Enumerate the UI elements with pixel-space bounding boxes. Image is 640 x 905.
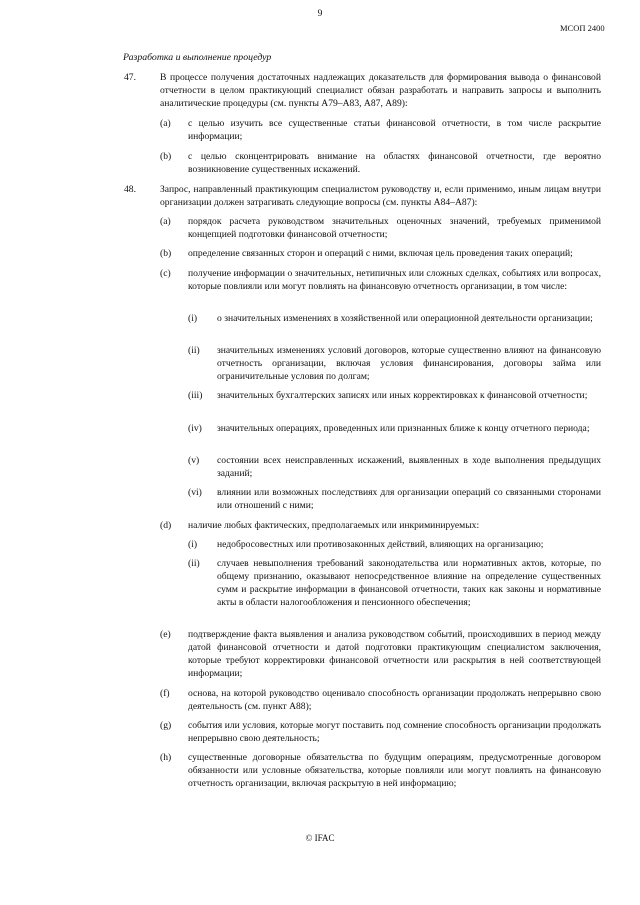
item-47a-text: с целью изучить все существенные статьи финансовой отчетности, в том числе раскрытие информации; <box>188 118 601 142</box>
item-48c-iii-label: (iii) <box>188 390 203 401</box>
item-48g-text: события или условия, которые могут поставить под сомнение способность организации продолжать непрерывно свою деятельность; <box>188 720 601 744</box>
item-47a-label: (a) <box>160 118 171 129</box>
item-48c-label: (c) <box>160 268 171 279</box>
item-48c-v-text: состоянии всех неисправленных искажений, выявленных в ходе выполнения предыдущих заданий; <box>217 455 601 479</box>
item-48c-iv-text: значительных операциях, проведенных или признанных ближе к концу отчетного периода; <box>217 423 590 434</box>
item-48d-label: (d) <box>160 520 172 531</box>
item-47b-text: с целью сконцентрировать внимание на областях финансовой отчетности, где вероятно возникновение существенных искажений. <box>188 151 601 175</box>
section-heading: Разработка и выполнение процедур <box>123 52 272 63</box>
item-48d-i-text: недобросовестных или противозаконных действий, влияющих на организацию; <box>217 539 544 550</box>
item-48c-i-text: о значительных изменениях в хозяйственной или операционной деятельности организации; <box>217 313 593 324</box>
item-48h-text: существенные договорные обязательства по будущим операциям, предусмотренные договором обязанности или условные обязательства, которые повлияли или могут повлиять на финансовую отчетность организации, включая раскрытую в ней информацию; <box>188 752 601 789</box>
item-48e-label: (e) <box>160 629 171 640</box>
paragraph-number-48: 48. <box>124 184 136 195</box>
paragraph-47-text: В процессе получения достаточных надлежащих доказательств для формирования вывода о финансовой отчетности в целом практикующий специалист обязан разработать и направить запросы и выполнить аналитические процедуры (см. пункты А79–А83, А87, А89): <box>160 72 601 109</box>
item-48b-text: определение связанных сторон и операций с ними, включая цель проведения таких операций; <box>188 248 573 259</box>
item-48h-label: (h) <box>160 752 172 763</box>
item-47b-label: (b) <box>160 151 172 162</box>
item-48c-iv-label: (iv) <box>188 423 202 434</box>
item-48c-vi-label: (vi) <box>188 487 202 498</box>
item-48c-ii-text: значительных изменениях условий договоров, которые существенно влияют на финансовую отчетность организации, включая условия финансирования, договоры займа или ограничительные условия по долгам; <box>217 345 601 382</box>
item-48g-label: (g) <box>160 720 172 731</box>
item-48c-text: получение информации о значительных, нетипичных или сложных сделках, событиях или вопросах, которые повлияли или могут повлиять на финансовую отчетность организации, в том числе: <box>188 268 601 292</box>
item-48c-ii-label: (ii) <box>188 345 200 356</box>
item-48a-text: порядок расчета руководством значительных оценочных значений, требуемых применимой концепцией подготовки финансовой отчетности; <box>188 216 601 240</box>
item-48d-ii-text: случаев невыполнения требований законодательства или нормативных актов, которые, по общему признанию, оказывают непосредственное влияние на определение существенных сумм и раскрытие информации в финансовой отчетности, таких как законы и нормативные акты в области налогообложения и пенсионного обеспечения; <box>217 558 601 608</box>
item-48d-ii-label: (ii) <box>188 558 200 569</box>
item-48d-text: наличие любых фактических, предполагаемых или инкриминируемых: <box>188 520 480 531</box>
item-48d-i-label: (i) <box>188 539 198 550</box>
item-48c-vi-text: влиянии или возможных последствиях для организации операций со связанными сторонами или отношений с ними; <box>217 487 601 511</box>
item-48a-label: (a) <box>160 216 171 227</box>
item-48e-text: подтверждение факта выявления и анализа руководством событий, происходивших в период между датой финансовой отчетности и датой подготовки практикующим специалистом заключения, которые требуют корректировки финансовой отчетности или раскрытия в ней соответствующей информации; <box>188 629 601 679</box>
copyright-footer: © IFAC <box>305 833 335 843</box>
item-48f-label: (f) <box>160 688 170 699</box>
item-48c-v-label: (v) <box>188 455 200 466</box>
page-number: 9 <box>317 9 323 19</box>
item-48c-i-label: (i) <box>188 313 198 324</box>
item-48f-text: основа, на которой руководство оценивало способность организации продолжать непрерывно свою деятельность (см. пункт А88); <box>188 688 601 712</box>
standard-code: МСОП 2400 <box>560 23 605 33</box>
paragraph-48-text: Запрос, направленный практикующим специалистом руководству и, если применимо, иным лицам внутри организации должен затрагивать следующие вопросы (см. пункты А84–А87): <box>160 184 601 208</box>
paragraph-number-47: 47. <box>124 72 136 83</box>
item-48c-iii-text: значительных бухгалтерских записях или иных корректировках к финансовой отчетности; <box>217 390 588 401</box>
item-48b-label: (b) <box>160 248 172 259</box>
